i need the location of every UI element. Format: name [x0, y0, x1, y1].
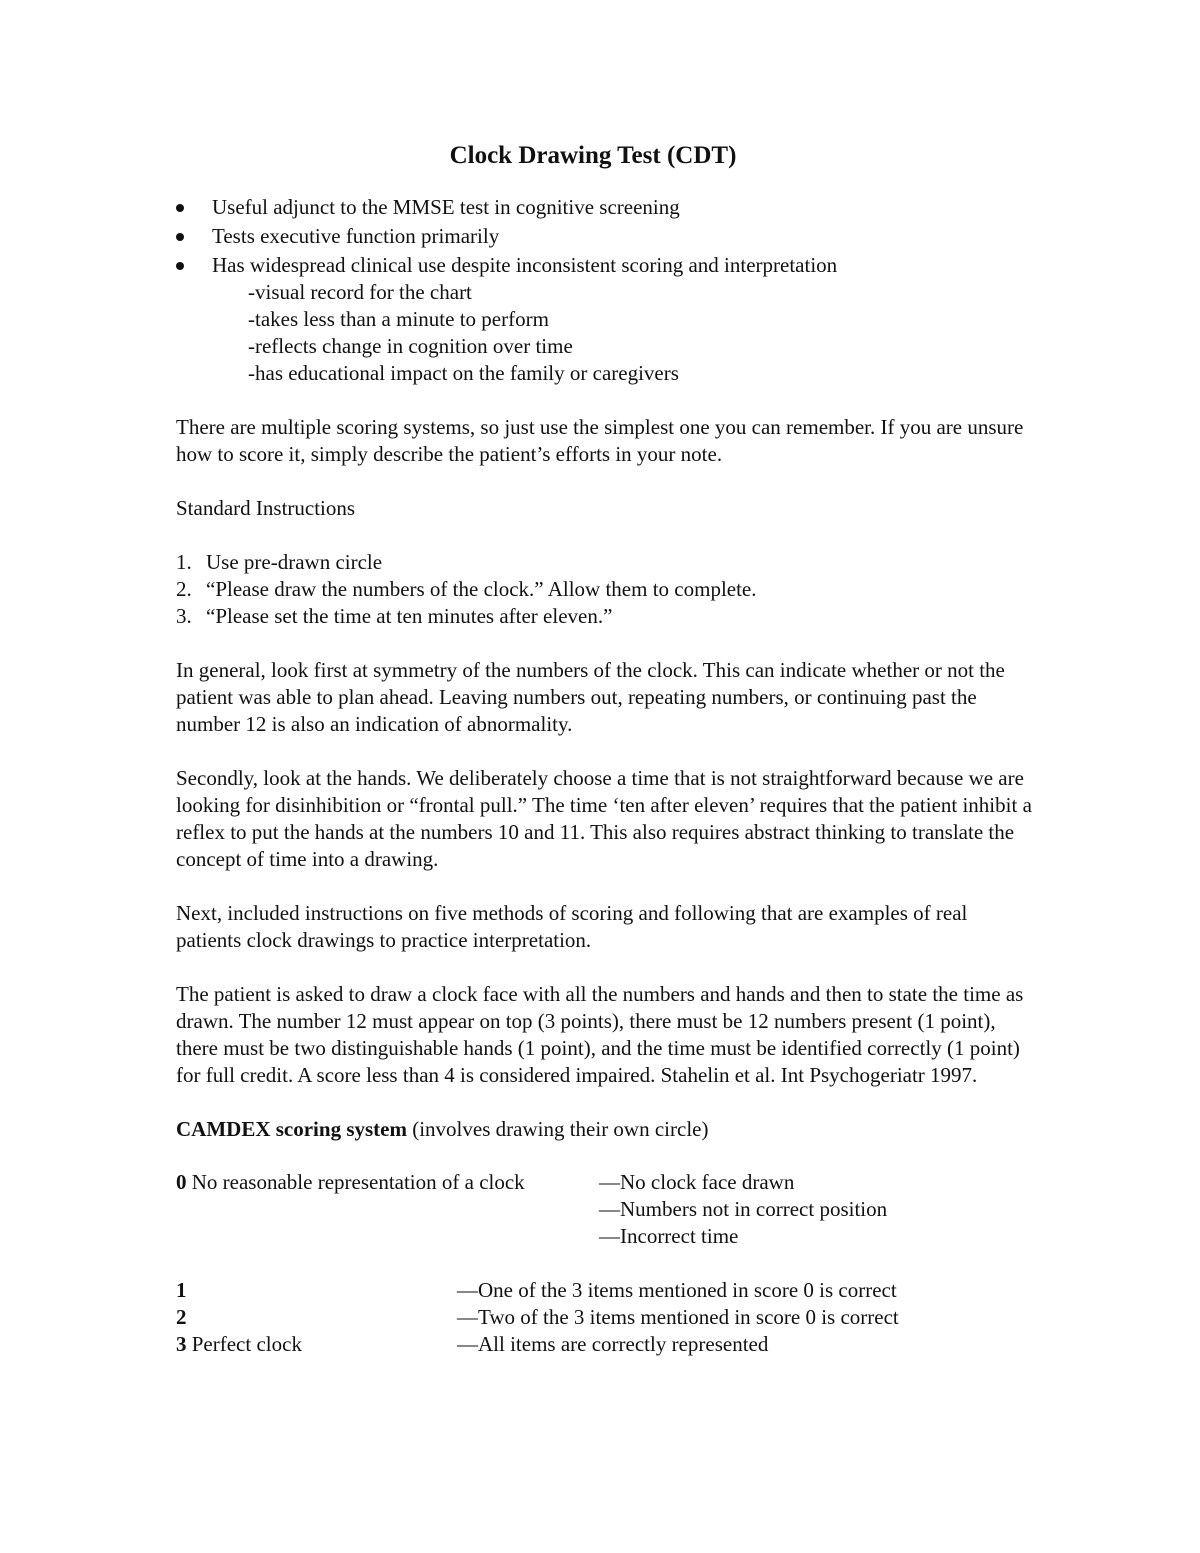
bullet-list — [176, 194, 1036, 279]
score-row — [176, 1169, 1036, 1196]
score-description: No reasonable representation of a clock — [186, 1170, 525, 1194]
scoring-description-paragraph: The patient is asked to draw a clock face with all the numbers and hands and then to state the time as drawn. The number 12 must appear on top (3 points), there must be 12 numbers present (1 point), there must be two distinguishable hands (1 point), and the time must be identified correctly (1 point) for full credit. A score less than 4 is considered impaired. Stahelin et al. Int Psychogeriatr 1997. — [176, 982, 1024, 1087]
document-title: Clock Drawing Test (CDT) — [449, 142, 737, 169]
score-label — [176, 1169, 525, 1196]
camdex-score-table — [176, 1169, 1036, 1358]
instruction-step — [176, 549, 1036, 576]
bullet-dot-icon — [176, 233, 184, 241]
camdex-heading — [176, 1116, 1036, 1143]
bullet-dot-icon — [176, 204, 184, 212]
score-criterion: —Incorrect time — [599, 1224, 739, 1248]
instruction-steps — [176, 549, 1036, 630]
scoring-systems-paragraph: There are multiple scoring systems, so just use the simplest one you can remember. If you are unsure how to score it, simply describe the patient’s efforts in your note. — [176, 415, 1024, 466]
score-description: Perfect clock — [186, 1332, 302, 1356]
score-criterion: —Two of the 3 items mentioned in score 0 is correct — [457, 1305, 899, 1329]
score-number: 0 — [176, 1170, 187, 1194]
next-paragraph: Next, included instructions on five methods of scoring and following that are examples of real patients clock drawings to practice interpretation. — [176, 901, 968, 952]
score-row — [176, 1196, 1036, 1223]
step-text: “Please set the time at ten minutes after eleven.” — [206, 604, 613, 628]
score-number: 3 — [176, 1332, 187, 1356]
step-number: 3. — [176, 604, 192, 628]
hands-paragraph: Secondly, look at the hands. We deliberately choose a time that is not straightforward because we are looking for disinhibition or “frontal pull.” The time ‘ten after eleven’ requires that the patient inhibit a reflex to put the hands at the numbers 10 and 11. This also requires abstract thinking to translate the concept of time into a drawing. — [176, 766, 1032, 871]
score-row — [176, 1331, 1036, 1358]
bullet-item — [176, 223, 1036, 252]
camdex-heading-bold: CAMDEX scoring system — [176, 1117, 407, 1141]
general-paragraph: In general, look first at symmetry of the numbers of the clock. This can indicate whether or not the patient was able to plan ahead. Leaving numbers out, repeating numbers, or continuing past the number 12 is also an indication of abnormality. — [176, 658, 1005, 736]
score-criterion: —No clock face drawn — [599, 1170, 795, 1194]
spacer — [176, 1250, 1036, 1277]
score-criterion: —One of the 3 items mentioned in score 0 is correct — [457, 1278, 897, 1302]
score-number: 2 — [176, 1305, 187, 1329]
score-label — [176, 1331, 302, 1358]
sub-point: -takes less than a minute to perform — [248, 307, 549, 331]
bullet-text: Useful adjunct to the MMSE test in cognitive screening — [212, 195, 680, 219]
score-criterion: —Numbers not in correct position — [599, 1197, 888, 1221]
sub-point-list — [176, 279, 1036, 387]
score-criterion: —All items are correctly represented — [457, 1332, 769, 1356]
sub-point: -has educational impact on the family or caregivers — [248, 361, 679, 385]
score-row — [176, 1277, 1036, 1304]
bullet-item — [176, 194, 1036, 223]
score-label — [176, 1304, 187, 1331]
instruction-step — [176, 576, 1036, 603]
step-number: 1. — [176, 550, 192, 574]
score-row — [176, 1304, 1036, 1331]
score-number: 1 — [176, 1278, 187, 1302]
bullet-item — [176, 252, 1036, 279]
step-text: “Please draw the numbers of the clock.” Allow them to complete. — [206, 577, 757, 601]
document-page — [176, 140, 1036, 1358]
score-label — [176, 1277, 187, 1304]
bullet-text: Tests executive function primarily — [212, 224, 500, 248]
bullet-dot-icon — [176, 262, 184, 270]
standard-instructions-heading: Standard Instructions — [176, 496, 356, 520]
sub-point: -reflects change in cognition over time — [248, 334, 573, 358]
camdex-heading-note: (involves drawing their own circle) — [406, 1117, 709, 1141]
step-text: Use pre-drawn circle — [206, 550, 383, 574]
instruction-step — [176, 603, 1036, 630]
score-row — [176, 1223, 1036, 1250]
sub-point: -visual record for the chart — [248, 280, 472, 304]
bullet-text: Has widespread clinical use despite inconsistent scoring and interpretation — [212, 253, 838, 277]
step-number: 2. — [176, 577, 192, 601]
